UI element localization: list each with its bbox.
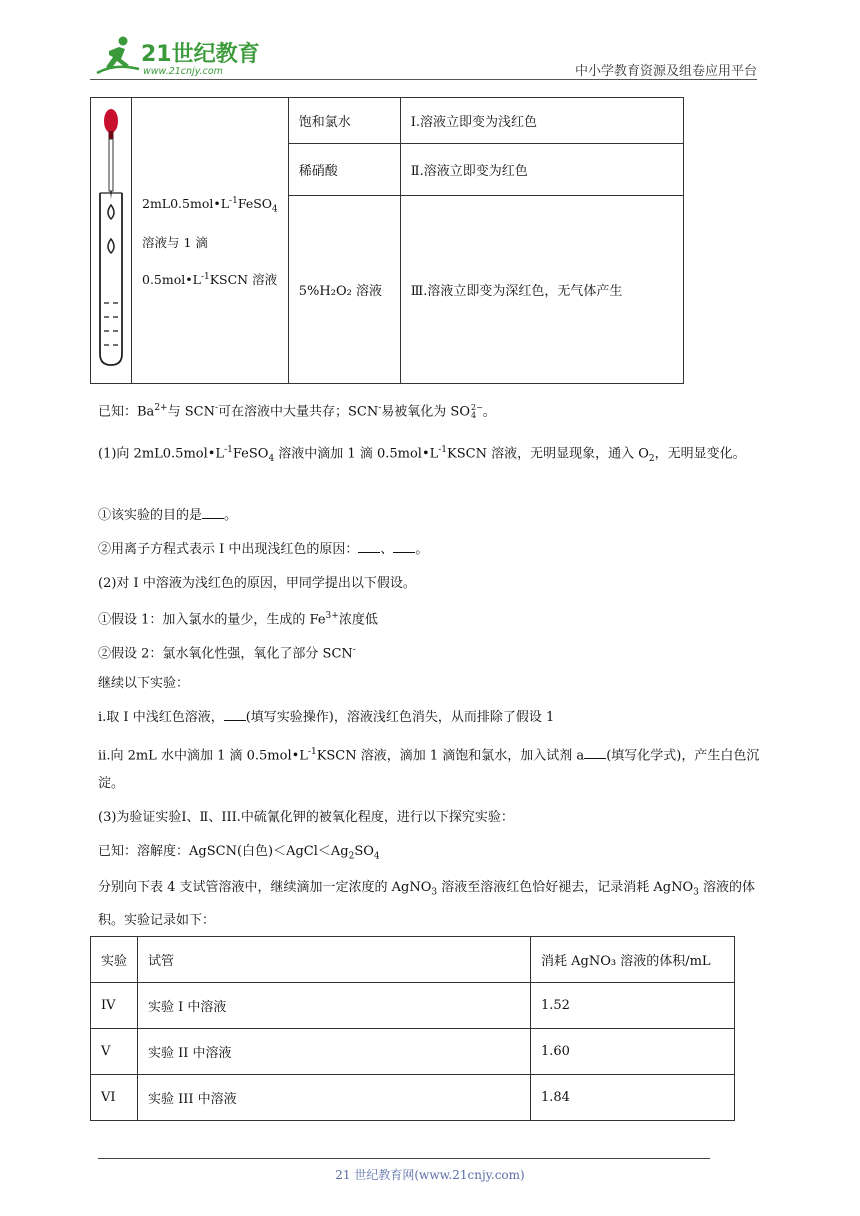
- header-cell: 实验: [91, 937, 138, 983]
- header-divider: [90, 79, 757, 80]
- table-cell: VI: [91, 1075, 138, 1121]
- table-cell: IV: [91, 983, 138, 1029]
- continue-text: 继续以下实验：: [98, 676, 190, 691]
- titration-table: [90, 936, 735, 1121]
- hypothesis-1: ①假设 1：加入氯水的量少，生成的 $Fe^{3+}$浓度低: [98, 611, 378, 628]
- result-cell: Ⅲ.溶液立即变为深红色，无气体产生: [400, 196, 683, 384]
- table-row: [91, 1029, 735, 1075]
- runner-icon: [97, 37, 139, 74]
- table-cell: 实验 I 中溶液: [138, 983, 531, 1029]
- table-row: [91, 1075, 735, 1121]
- table-cell: 1.52: [531, 983, 735, 1029]
- question-1a: ①该实验的目的是 。: [98, 508, 238, 523]
- footer-text[interactable]: 21 世纪教育网(www.21cnjy.com): [335, 1168, 525, 1182]
- step-1: i.取 I 中浅红色溶液， (填写实验操作)，溶液浅红色消失，从而排除了假设 1: [98, 710, 555, 725]
- logo-url: www.21cnjy.com: [143, 66, 223, 77]
- result-cell: Ⅰ.溶液立即变为浅红色: [400, 98, 683, 144]
- step-2: ⅱ.向 2mL 水中滴加 1 滴 $0.5mol•L^{-1}KSCN$ 溶液，滴加 1 滴饱和氯水，加入试剂 a (填写化学式)，产生白色沉淀。: [98, 747, 760, 792]
- table-header-row: [91, 937, 735, 983]
- table-row: [91, 983, 735, 1029]
- header-cell: 消耗 AgNO₃ 溶液的体积/mL: [531, 937, 735, 983]
- question-1: (1)向 $2mL0.5mol•L^{-1}FeSO_4$ 溶液中滴加 1 滴 $0.5mol•L^{-1}KSCN$ 溶液，无明显现象，通入 $O_2$，无明显变化。: [98, 445, 746, 464]
- header-cell: 试管: [138, 937, 531, 983]
- logo-text: 21世纪教育: [141, 42, 260, 67]
- apparatus-cell: [91, 98, 132, 384]
- table-cell: V: [91, 1029, 138, 1075]
- reagent-description: $2mL0.5mol•L^{-1}FeSO_4$ 溶液与 1 滴 $0.5mol•L^{-1}KSCN$ 溶液: [132, 98, 289, 384]
- known-info-2: 已知：溶解度：AgSCN(白色)$<AgCl<Ag_2SO_4$: [98, 844, 380, 862]
- reagent-cell: 饱和氯水: [288, 98, 400, 144]
- reagent-cell: 稀硝酸: [288, 144, 400, 196]
- table-cell: 实验 III 中溶液: [138, 1075, 531, 1121]
- question-1b: ②用离子方程式表示 I 中出现浅红色的原因： 、 。: [98, 542, 429, 557]
- site-logo: [95, 33, 265, 79]
- table-cell: 1.60: [531, 1029, 735, 1075]
- known-info-1: 已知：$Ba^{2+}$与 SCN-可在溶液中大量共存；SCN-易被氧化为 SO 2− 4 。: [98, 402, 496, 420]
- table-cell: 实验 II 中溶液: [138, 1029, 531, 1075]
- question-3: (3)为验证实验Ⅰ、Ⅱ、III.中硫氰化钾的被氧化程度，进行以下探究实验：: [98, 810, 514, 825]
- result-cell: Ⅱ.溶液立即变为红色: [400, 144, 683, 196]
- experiment-table: [90, 97, 684, 384]
- platform-title: 中小学教育资源及组卷应用平台: [574, 64, 757, 79]
- question-3-description: 分别向下表 4 支试管溶液中，继续滴加一定浓度的 AgNO$_3$ 溶液至溶液红色恰好褪去，记录消耗 AgNO$_3$ 溶液的体积。实验记录如下：: [98, 880, 756, 928]
- question-2: (2)对 I 中溶液为浅红色的原因，甲同学提出以下假设。: [98, 576, 416, 591]
- footer-divider: [98, 1158, 710, 1159]
- table-cell: 1.84: [531, 1075, 735, 1121]
- hypothesis-2: ②假设 2：氯水氧化性强，氧化了部分 SCN-: [98, 645, 356, 662]
- dropper-test-tube-icon: [91, 99, 131, 379]
- reagent-cell: 5%H₂O₂ 溶液: [288, 196, 400, 384]
